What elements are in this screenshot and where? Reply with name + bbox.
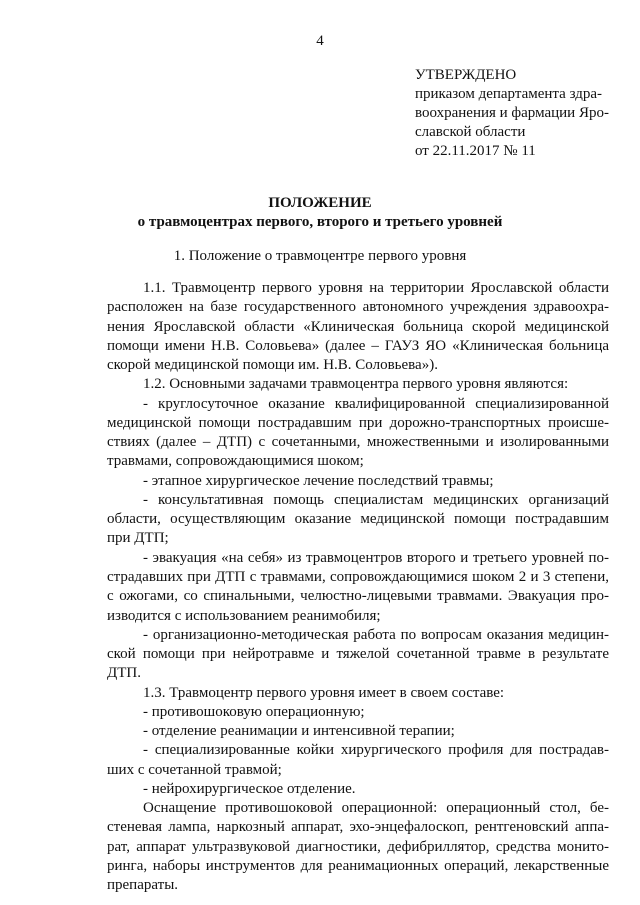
- paragraph-line: - нейрохирургическое отделение.: [143, 780, 356, 797]
- paragraph-line: - консультативная помощь специалистам медицинских организаций: [143, 491, 609, 508]
- approval-line: приказом департамента здра-: [415, 86, 603, 102]
- paragraph-line: 1.1. Травмоцентр первого уровня на территории Ярославской области: [143, 280, 609, 296]
- paragraph-line: нения Ярославской области «Клиническая больница скорой медицинской: [107, 318, 609, 335]
- document-body: [107, 279, 609, 896]
- paragraph-line: страдавших при ДТП с травмами, сопровождающимися шоком 2 и 3 степени,: [107, 568, 609, 585]
- paragraph-line: стеневая лампа, наркозный аппарат, эхо-энцефалоскоп, рентгеновский аппа-: [107, 819, 609, 836]
- paragraph-line: травмами, сопровождающимися шоком;: [107, 453, 364, 470]
- paragraph-line: - отделение реанимации и интенсивной терапии;: [143, 723, 455, 740]
- paragraph-line: расположен на базе государственного автономного учреждения здравоохра-: [107, 299, 609, 316]
- paragraph-line: при ДТП;: [107, 530, 169, 547]
- paragraph-line: помощи имени Н.В. Соловьева» (далее – ГАУЗ ЯО «Клиническая больница: [107, 337, 609, 354]
- paragraph-line: ринга, наборы инструментов для реанимационных операций, лекарственные: [107, 857, 609, 874]
- approval-stamp: [415, 66, 615, 161]
- paragraph-line: с ожогами, со спинальными, челюстно-лицевыми травмами. Эвакуация про-: [107, 588, 609, 605]
- paragraph-line: скорой медицинской помощи им. Н.В. Соловьева»).: [107, 357, 438, 374]
- paragraph-line: Оснащение противошоковой операционной: операционный стол, бе-: [143, 800, 609, 817]
- paragraph-line: - круглосуточное оказание квалифицированной специализированной: [143, 395, 609, 412]
- paragraph-line: медицинской помощи пострадавшим при дорожно-транспортных происше-: [107, 414, 609, 431]
- approval-line: славской области: [415, 124, 526, 140]
- paragraph-line: ших с сочетанной травмой;: [107, 761, 282, 778]
- paragraph-line: - противошоковую операционную;: [143, 703, 365, 720]
- paragraph-line: ской помощи при нейротравме и тяжелой сочетанной травме в результате: [107, 646, 609, 663]
- paragraph-line: ствиях (далее – ДТП) с сочетанными, множественными и изолированными: [107, 434, 609, 451]
- paragraph-line: рат, аппарат ультразвуковой диагностики, дефибриллятор, средства монито-: [107, 838, 609, 855]
- document-subtitle: о травмоцентрах первого, второго и третьего уровней: [137, 214, 503, 230]
- paragraph-line: - эвакуация «на себя» из травмоцентров второго и третьего уровней по-: [143, 549, 609, 566]
- paragraph-line: ДТП.: [107, 665, 141, 682]
- paragraph-line: изводится с использованием реанимобиля;: [107, 607, 381, 624]
- paragraph-line: области, осуществляющим оказание медицинской помощи пострадавшим: [107, 511, 609, 528]
- paragraph-line: 1.3. Травмоцентр первого уровня имеет в своем составе:: [143, 684, 505, 701]
- document-title: ПОЛОЖЕНИЕ: [268, 195, 372, 211]
- page-number: 4: [316, 33, 324, 49]
- approval-line: воохранения и фармации Яро-: [415, 105, 609, 121]
- approval-line: УТВЕРЖДЕНО: [415, 67, 517, 83]
- approval-line: от 22.11.2017 № 11: [415, 143, 536, 159]
- paragraph-line: препараты.: [107, 877, 179, 894]
- section-title: 1. Положение о травмоцентре первого уровня: [173, 248, 467, 264]
- paragraph-line: - организационно-методическая работа по вопросам оказания медицин-: [143, 626, 609, 643]
- paragraph-line: - этапное хирургическое лечение последствий травмы;: [143, 472, 494, 489]
- paragraph-line: - специализированные койки хирургического профиля для пострадав-: [143, 742, 609, 759]
- paragraph-line: 1.2. Основными задачами травмоцентра первого уровня являются:: [143, 376, 569, 393]
